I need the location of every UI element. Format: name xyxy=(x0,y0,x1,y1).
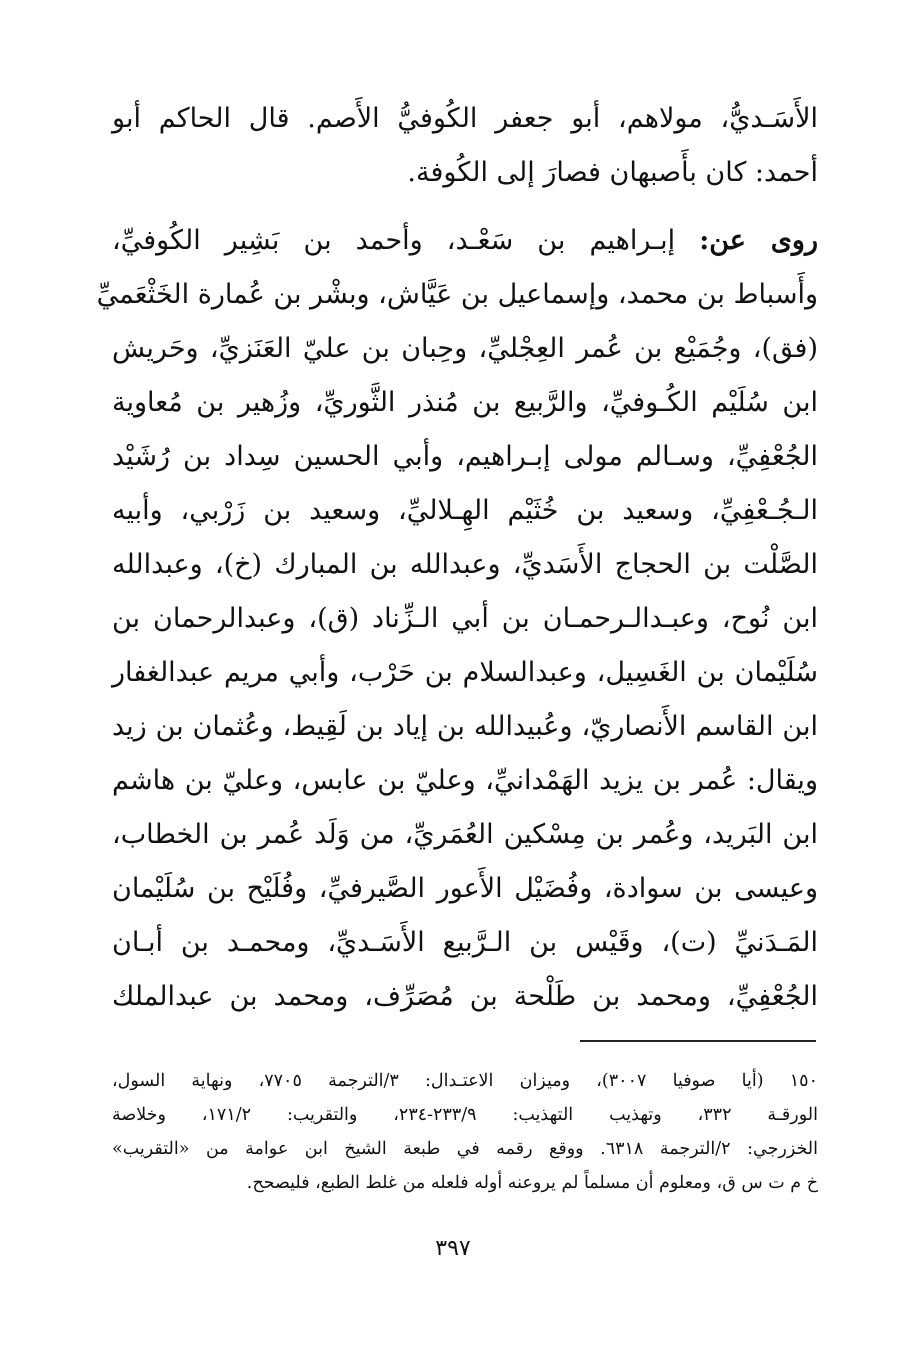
text-line: الصَّلْت بن الحجاج الأَسَديِّ، وعبدالله بن المبارك (خ)، وعبدالله xyxy=(112,549,818,580)
text-line: وعيسى بن سوادة، وفُضَيْل الأَعور الصَّيرفيِّ، وفُلَيْح بن سُلَيْمان xyxy=(112,873,818,904)
text-line: ابن القاسم الأَنصاريّ، وعُبيدالله بن إياد بن لَقِيط، وعُثمان بن زيد xyxy=(112,711,818,742)
footnote-separator xyxy=(580,1040,816,1042)
text-line: أحمد: كان بأَصبهان فصارَ إلى الكُوفة. xyxy=(407,157,818,188)
text-line-rest: إبـراهيم بن سَعْـد، وأحمد بن بَشِير الكُوفيِّ، xyxy=(112,225,676,256)
narrated-from-label: روى عن: xyxy=(699,225,818,256)
page-number: ٣٩٧ xyxy=(435,1236,471,1261)
footnote-line: خ م ت س ق، ومعلوم أن مسلماً لم يروعنه أوله فلعله من غلط الطبع، فليصحح. xyxy=(246,1173,818,1193)
footnote-line: ١٥٠ (أيا صوفيا ٣٠٠٧)، وميزان الاعتـدال: ٣/الترجمة ٧٧٠٥، ونهاية السول، xyxy=(112,1071,818,1091)
text-line: ابن سُلَيْم الكُـوفيِّ، والرَّبيع بن مُنذر الثَّوريِّ، وزُهير بن مُعاوية xyxy=(112,387,818,418)
text-line: سُلَيْمان بن الغَسِيل، وعبدالسلام بن حَرْب، وأبي مريم عبدالغفار xyxy=(112,657,818,688)
text-line: الجُعْفِيِّ، وسـالم مولى إبـراهيم، وأبي الحسين سِداد بن رُشَيْد xyxy=(112,441,818,472)
text-line: الأَسَـديُّ، مولاهم، أبو جعفر الكُوفيُّ الأَصم. قال الحاكم أبو xyxy=(112,103,818,134)
text-line: المَـدَنيِّ (ت)، وقَيْس بن الـرَّبيع الأَسَـديِّ، ومحمـد بن أبـان xyxy=(112,927,818,958)
text-line: (فق)، وجُمَيْع بن عُمر العِجْليِّ، وحِبان بن عليّ العَنَزيِّ، وحَريش xyxy=(112,333,818,364)
text-line: ابن نُوح، وعبـدالـرحمـان بن أبي الـزِّناد (ق)، وعبدالرحمان بن xyxy=(112,603,818,634)
footnote-line: الورقـة ٣٣٢، وتهذيب التهذيب: ٢٣٣/٩-٢٣٤، والتقريب: ١٧١/٢، وخلاصة xyxy=(112,1105,818,1125)
footnote-line: الخزرجي: ٢/الترجمة ٦٣١٨. ووقع رقمه في طبعة الشيخ ابن عوامة من «التقريب» xyxy=(112,1139,818,1159)
text-line: الجُعْفِيِّ، ومحمد بن طَلْحة بن مُصَرِّف، ومحمد بن عبدالملك xyxy=(112,981,818,1012)
text-line: وأَسباط بن محمد، وإسماعيل بن عَيَّاش، وبشْر بن عُمارة الخَثْعَميِّ xyxy=(96,279,818,310)
text-line: الـجُـعْفِيِّ، وسعيد بن خُثَيْم الهِـلاليِّ، وسعيد بن زَرْبي، وأبيه xyxy=(112,495,818,526)
text-line: ويقال: عُمر بن يزيد الهَمْدانيِّ، وعليّ بن عابس، وعليّ بن هاشم xyxy=(112,765,818,796)
text-line: ابن البَريد، وعُمر بن مِسْكين العُمَريِّ، من وَلَد عُمر بن الخطاب، xyxy=(112,819,818,850)
text-line-with-lead xyxy=(112,214,818,268)
